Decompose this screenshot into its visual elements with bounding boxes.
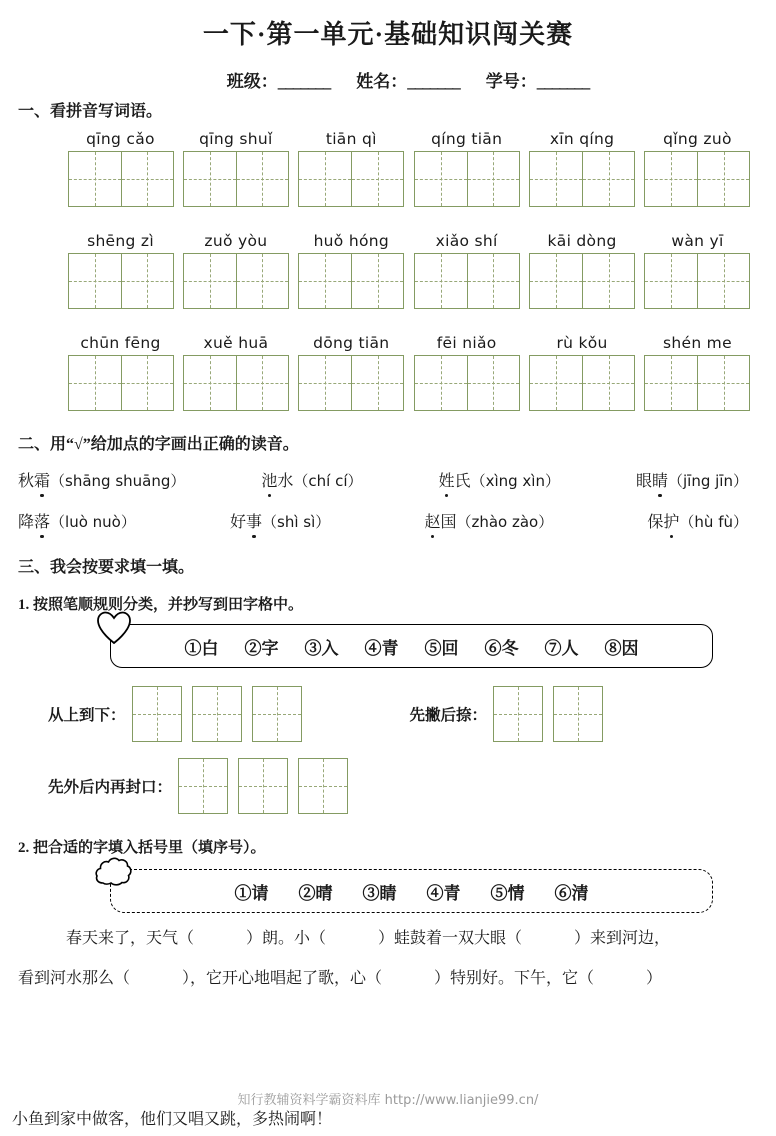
tianzige-1cell[interactable]: [132, 686, 182, 742]
paragraph-text: ）朗。小（: [246, 930, 327, 947]
word-prefix: 好: [230, 514, 247, 531]
tianzige-cell[interactable]: [121, 254, 173, 308]
paragraph-text: ），它开心地唱起了歌，心（: [182, 970, 383, 987]
tianzige-cell[interactable]: [236, 152, 288, 206]
tianzige-1cell[interactable]: [493, 686, 543, 742]
stroke-order-boxes: [493, 686, 603, 742]
pinyin-item: [183, 127, 288, 207]
reading-choice-item[interactable]: [18, 468, 185, 491]
word-bank-2: [110, 869, 713, 913]
pinyin-label: zuǒ yòu: [204, 232, 268, 250]
question1-prompt: 1. 按照笔顺规则分类，并抄写到田字格中。: [18, 597, 304, 613]
tianzige-cell[interactable]: [582, 254, 634, 308]
tianzige-2cell[interactable]: [298, 151, 404, 207]
bank-item[interactable]: ②晴: [298, 883, 333, 903]
bank-item[interactable]: ②字: [244, 638, 279, 658]
pinyin-item: [414, 229, 519, 309]
paragraph-text: 看到河水那么（: [18, 970, 131, 987]
tianzige-cell[interactable]: [351, 356, 403, 410]
bank-item[interactable]: ⑦人: [544, 638, 579, 658]
tianzige-cell[interactable]: [179, 759, 227, 813]
dotted-character: 霜: [34, 468, 50, 491]
bank-item[interactable]: ④青: [426, 883, 461, 903]
tianzige-2cell[interactable]: [644, 151, 750, 207]
tianzige-cell[interactable]: [697, 356, 749, 410]
field-name: [356, 67, 460, 92]
tianzige-cell[interactable]: [236, 356, 288, 410]
pinyin-label: xiǎo shí: [435, 232, 498, 250]
tianzige-cell[interactable]: [299, 152, 351, 206]
bank-item[interactable]: ⑥冬: [484, 638, 519, 658]
field-name-label: 姓名：: [356, 72, 408, 91]
pinyin-label: shén me: [662, 334, 732, 352]
pinyin-label: rù kǒu: [556, 334, 608, 352]
tianzige-cell[interactable]: [184, 152, 236, 206]
pinyin-item: [68, 331, 173, 411]
tianzige-cell[interactable]: [467, 152, 519, 206]
tianzige-cell[interactable]: [184, 356, 236, 410]
field-class-label: 班级：: [226, 72, 278, 91]
pinyin-label: shēng zì: [87, 232, 154, 250]
bank-item[interactable]: ④青: [364, 638, 399, 658]
bank-item[interactable]: ①白: [184, 638, 219, 658]
pinyin-item: [299, 127, 404, 207]
tianzige-cell[interactable]: [415, 152, 467, 206]
tianzige-2cell[interactable]: [529, 151, 635, 207]
paragraph-text: ）蛙鼓着一双大眼（: [378, 930, 523, 947]
tianzige-cell[interactable]: [133, 687, 181, 741]
dotted-character: 池: [261, 468, 277, 491]
bank-item[interactable]: ⑧因: [604, 638, 639, 658]
pinyin-item: [414, 331, 519, 411]
tianzige-cell[interactable]: [645, 152, 697, 206]
pinyin-label: qīng cǎo: [86, 130, 155, 148]
tianzige-2cell[interactable]: [644, 355, 750, 411]
bank-item[interactable]: ③睛: [362, 883, 397, 903]
tianzige-cell[interactable]: [415, 356, 467, 410]
field-name-blank[interactable]: _______: [407, 72, 460, 91]
tianzige-cell[interactable]: [69, 254, 121, 308]
word-prefix: 秋: [18, 473, 35, 490]
word-bank-1-wrap: [18, 624, 758, 668]
tianzige-2cell[interactable]: [298, 253, 404, 309]
pinyin-item: [68, 127, 173, 207]
dotted-character: 落: [34, 509, 50, 532]
word-bank-1: [110, 624, 713, 668]
reading-choice-item[interactable]: [261, 468, 362, 491]
tianzige-cell[interactable]: [299, 356, 351, 410]
word-prefix: 保: [647, 514, 664, 531]
word-suffix: 国: [440, 514, 457, 531]
tianzige-2cell[interactable]: [529, 253, 635, 309]
pinyin-label: fēi niǎo: [436, 334, 497, 352]
tianzige-cell[interactable]: [299, 254, 351, 308]
paragraph-line: [18, 959, 758, 999]
bank-item[interactable]: ③入: [304, 638, 339, 658]
tianzige-cell[interactable]: [415, 254, 467, 308]
reading-choice-item[interactable]: [424, 509, 553, 532]
pinyin-item: [530, 229, 635, 309]
stroke-order-label: 先撇后捺：: [409, 707, 488, 724]
tianzige-cell[interactable]: [582, 152, 634, 206]
pinyin-label: kāi dòng: [547, 232, 617, 250]
tianzige-1cell[interactable]: [252, 686, 302, 742]
pinyin-grid-block: [18, 127, 758, 411]
tianzige-cell[interactable]: [299, 759, 347, 813]
pinyin-label: chūn fēng: [80, 334, 161, 352]
tianzige-cell[interactable]: [582, 356, 634, 410]
pinyin-row: [18, 229, 758, 309]
worksheet-page: [0, 14, 776, 1136]
pinyin-item: [645, 127, 750, 207]
pinyin-label: tiān qì: [325, 130, 377, 148]
paragraph-text: ）来到河边，: [574, 930, 671, 947]
tianzige-cell[interactable]: [494, 687, 542, 741]
pinyin-options[interactable]: （xìng xìn）: [470, 472, 560, 490]
field-class: [227, 67, 331, 92]
reading-choice-row: [18, 468, 758, 491]
tianzige-cell[interactable]: [239, 759, 287, 813]
pinyin-label: xuě huā: [203, 334, 269, 352]
pinyin-options[interactable]: （hù fù）: [679, 513, 748, 531]
paragraph-line: [18, 919, 758, 959]
field-id: [486, 67, 590, 92]
dotted-character: 姓: [439, 468, 455, 491]
page-title: 一下·第一单元·基础知识闯关赛: [202, 20, 574, 49]
paragraph-line-last: 小鱼到家中做客，他们又唱又跳，多热闹啊！: [12, 1111, 333, 1128]
paragraph-text: 春天来了，天气（: [66, 930, 195, 947]
watermark: 知行教辅资料学霸资料库 http://www.lianjie99.cn/: [237, 1093, 539, 1108]
pinyin-item: [414, 127, 519, 207]
reading-choice-item[interactable]: [18, 509, 136, 532]
tianzige-1cell[interactable]: [192, 686, 242, 742]
pinyin-item: [68, 229, 173, 309]
tianzige-1cell[interactable]: [553, 686, 603, 742]
tianzige-cell[interactable]: [69, 356, 121, 410]
tianzige-2cell[interactable]: [644, 253, 750, 309]
paragraph-text: ）: [646, 970, 663, 987]
pinyin-options[interactable]: （chí cí）: [293, 472, 363, 490]
pinyin-options[interactable]: （zhào zào）: [456, 513, 554, 531]
tianzige-cell[interactable]: [121, 356, 173, 410]
pinyin-item: [530, 331, 635, 411]
tianzige-2cell[interactable]: [298, 355, 404, 411]
tianzige-cell[interactable]: [351, 254, 403, 308]
tianzige-2cell[interactable]: [183, 355, 289, 411]
tianzige-cell[interactable]: [697, 254, 749, 308]
section2-heading: 二、用“√”给加点的字画出正确的读音。: [18, 436, 299, 453]
pinyin-item: [645, 229, 750, 309]
tianzige-cell[interactable]: [530, 254, 582, 308]
pinyin-options[interactable]: （shāng shuāng）: [50, 472, 186, 490]
tianzige-1cell[interactable]: [178, 758, 228, 814]
tianzige-2cell[interactable]: [414, 151, 520, 207]
word-prefix: 降: [18, 514, 35, 531]
tianzige-cell[interactable]: [467, 356, 519, 410]
tianzige-cell[interactable]: [69, 152, 121, 206]
tianzige-cell[interactable]: [236, 254, 288, 308]
pinyin-row: [18, 331, 758, 411]
pinyin-options[interactable]: （jīng jīn）: [668, 472, 748, 490]
pinyin-item: [645, 331, 750, 411]
section3-heading: 三、我会按要求填一填。: [18, 559, 195, 576]
stroke-order-label: 先外后内再封口：: [48, 779, 173, 796]
reading-choice-item[interactable]: [230, 509, 330, 532]
field-id-blank[interactable]: _______: [536, 72, 590, 91]
pinyin-label: dōng tiān: [313, 334, 390, 352]
dotted-character: 睛: [652, 468, 668, 491]
pinyin-options[interactable]: （luò nuò）: [50, 513, 136, 531]
reading-choice-item[interactable]: [439, 468, 560, 491]
pinyin-label: wàn yī: [671, 232, 724, 250]
reading-choice-item[interactable]: [636, 468, 748, 491]
question2-prompt: 2. 把合适的字填入括号里（填序号）。: [18, 840, 266, 856]
tianzige-2cell[interactable]: [414, 253, 520, 309]
tianzige-cell[interactable]: [184, 254, 236, 308]
tianzige-2cell[interactable]: [529, 355, 635, 411]
tianzige-1cell[interactable]: [238, 758, 288, 814]
tianzige-cell[interactable]: [645, 254, 697, 308]
dotted-character: 赵: [424, 509, 440, 532]
pinyin-item: [299, 331, 404, 411]
tianzige-2cell[interactable]: [183, 253, 289, 309]
pinyin-row: [18, 127, 758, 207]
pinyin-label: xīn qíng: [549, 130, 615, 148]
tianzige-cell[interactable]: [351, 152, 403, 206]
heart-icon: [96, 611, 132, 645]
tianzige-2cell[interactable]: [68, 253, 174, 309]
tianzige-cell[interactable]: [467, 254, 519, 308]
tianzige-cell[interactable]: [253, 687, 301, 741]
dotted-character: 事: [246, 509, 262, 532]
tianzige-cell[interactable]: [530, 152, 582, 206]
tianzige-2cell[interactable]: [68, 355, 174, 411]
word-suffix: 氏: [454, 473, 471, 490]
tianzige-cell[interactable]: [530, 356, 582, 410]
dotted-character: 护: [663, 509, 679, 532]
pinyin-item: [183, 229, 288, 309]
tianzige-1cell[interactable]: [298, 758, 348, 814]
stroke-order-label: 从上到下：: [48, 707, 126, 724]
bank-item[interactable]: ⑥清: [554, 883, 589, 903]
tianzige-2cell[interactable]: [183, 151, 289, 207]
stroke-order-row: [18, 758, 758, 814]
paragraph-text: ）特别好。下午，它（: [434, 970, 595, 987]
word-prefix: 眼: [635, 473, 652, 490]
stroke-order-boxes: [178, 758, 348, 814]
reading-choice-row: [18, 509, 758, 532]
word-suffix: 水: [277, 473, 294, 490]
pinyin-item: [183, 331, 288, 411]
pinyin-label: qíng tiān: [431, 130, 503, 148]
tianzige-2cell[interactable]: [68, 151, 174, 207]
pinyin-item: [299, 229, 404, 309]
field-id-label: 学号：: [485, 72, 537, 91]
pinyin-label: qīng shuǐ: [199, 130, 273, 148]
reading-choice-item[interactable]: [647, 509, 748, 532]
tianzige-cell[interactable]: [697, 152, 749, 206]
tianzige-cell[interactable]: [554, 687, 602, 741]
tianzige-cell[interactable]: [193, 687, 241, 741]
pinyin-options[interactable]: （shì sì）: [262, 513, 331, 531]
bank-item[interactable]: ⑤回: [424, 638, 459, 658]
cloud-icon: [94, 855, 134, 891]
bank-item[interactable]: ⑤情: [490, 883, 525, 903]
tianzige-cell[interactable]: [121, 152, 173, 206]
bank-item[interactable]: ①请: [234, 883, 269, 903]
field-class-blank[interactable]: _______: [277, 72, 331, 91]
stroke-order-row: [18, 686, 758, 742]
tianzige-cell[interactable]: [645, 356, 697, 410]
tianzige-2cell[interactable]: [414, 355, 520, 411]
section1-heading: 一、看拼音写词语。: [18, 103, 163, 120]
fill-in-paragraph: [18, 919, 758, 999]
pinyin-item: [530, 127, 635, 207]
student-info-line: [18, 67, 758, 92]
word-bank-2-wrap: [18, 869, 758, 913]
stroke-order-boxes: [132, 686, 302, 742]
pinyin-label: qǐng zuò: [663, 130, 732, 148]
pinyin-label: huǒ hóng: [313, 232, 389, 250]
